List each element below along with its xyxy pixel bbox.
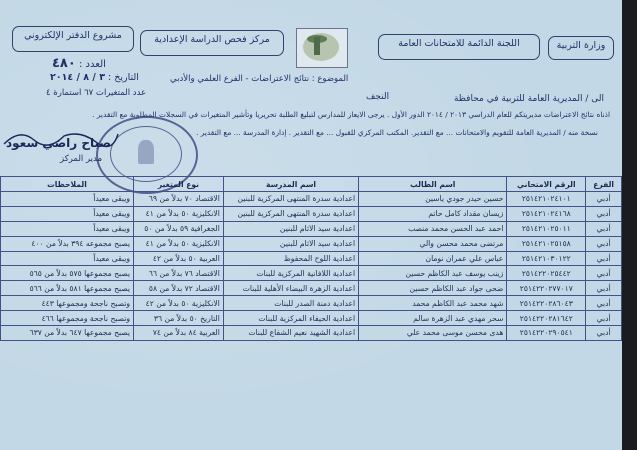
cell-student-name: هدى محسن موسى محمد علي [359,326,507,341]
table-row [1,296,622,311]
cell-exam-number: ٢٥١٤٢١٠٣٠١٢٢ [507,251,586,266]
table-row [1,281,622,296]
cell-school-name: اعدادية الزهرة البيضاء الأهلية للبنات [223,281,358,296]
center-label: مركز فحص الدراسة الإعدادية [154,34,270,45]
cell-notes: وتصبح ناجحة ومجموعها ٤٦٦ [1,311,134,326]
body-paragraph: اذناه نتائج الاعتراضات مديريتكم للعام الدراسي ٢٠١٣ / ٢٠١٤ الدور الأول . يرجى الايعاز للمدارس لتبليغ الطلبة تحريريا وتأشير المتغيرات في السجلات المطلوبة مع التقدير . [92,110,610,119]
cell-school-name: اعدادية سدرة المنتهى المركزية للبنين [223,192,358,207]
header-exam-number: الرقم الامتحاني [507,177,586,192]
cell-exam-number: ٢٥١٤٢٢٠٢٧٧٠١٧ [507,281,586,296]
project-label: مشروع الدفتر الإلكتروني [24,30,122,41]
cell-notes: ويبقى معيداً [1,251,134,266]
logo-palm-trunk [314,37,320,55]
handwritten-signature [0,124,120,150]
cell-student-name: حسين حيدر جودي ياسين [359,192,507,207]
seal-emblem [138,140,154,164]
results-table [0,176,622,341]
table-row [1,206,622,221]
table-row [1,221,622,236]
header-change-type: نوع المتغير [134,177,224,192]
number-value: ٤٨٠ [52,56,76,71]
cell-school-name: اعدادية اللافانية المركزية للبنات [223,266,358,281]
ministry-box [548,36,614,60]
number-line [52,56,106,71]
cell-exam-number: ٢٥١٤٢١٠٢٤١٦٨ [507,206,586,221]
cell-notes: يصبح مجموعها ٦٤٧ بدلاً من ٦٣٧ [1,326,134,341]
cell-notes: يصبح مجموعها ٥٨١ بدلاً من ٥٦٦ [1,281,134,296]
header-branch: الفرع [586,177,622,192]
table-row [1,311,622,326]
project-box [12,26,134,52]
table-row [1,266,622,281]
cell-school-name: اعدادية اللوح المحفوظ [223,251,358,266]
cell-change-type: الاقتصاد ٧٦ بدلاً من ٦٦ [134,266,224,281]
cell-change-type: الاقتصاد ٧٢ بدلاً من ٥٨ [134,281,224,296]
cell-exam-number: ٢٥١٤٢٢٠٢٨٦٠٤٣ [507,296,586,311]
cell-school-name: اعدادية سيد الاثام للبنين [223,236,358,251]
cell-notes: يصبح مجموعه ٣٩٤ بدلاً من ٤٠٠ [1,236,134,251]
cell-branch: أدبي [586,251,622,266]
date-label: التاريخ : [108,72,139,83]
cell-exam-number: ٢٥١٤٢٢٠٢٨١٦٤٢ [507,311,586,326]
copy-paragraph: نسخة منه / المديرية العامة للتقويم والامتحانات ... مع التقدير. المكتب المركزي للقبول ... مع التقدير . إدارة المدرسة ... مع التقدير . [196,128,598,137]
subject-line: الموضوع : نتائج الاعتراضات - الفرع العلمي والأدبي [170,74,349,84]
cell-change-type: الانكليزية ٥٠ بدلاً من ٤١ [134,206,224,221]
cell-exam-number: ٢٥١٤٢٢٠٢٥٤٤٢ [507,266,586,281]
cell-school-name: اعدادية الشهيد نعيم الشفاع للبنات [223,326,358,341]
to-label: الى / المديرية العامة للتربية في محافظة [453,94,604,104]
cell-exam-number: ٢٥١٤٢٢٠٢٩٠٥٤١ [507,326,586,341]
cell-branch: أدبي [586,221,622,236]
date-value: ٣ / ٨ / ٢٠١٤ [50,72,106,83]
cell-student-name: زيسان مقداد كامل حاتم [359,206,507,221]
cell-branch: أدبي [586,296,622,311]
cell-notes: يصبح مجموعها ٥٧٥ بدلاً من ٥٦٥ [1,266,134,281]
cell-branch: أدبي [586,326,622,341]
signatory-name: صباح راضي سعود [6,136,112,150]
cell-school-name: اعدادية سيد الاثام للبنين [223,221,358,236]
cell-student-name: زينب يوسف عبد الكاظم حسين [359,266,507,281]
cell-school-name: اعدادية دمنة الصدر للبنات [223,296,358,311]
signatory-title: مدير المركز [60,154,103,164]
table-row [1,251,622,266]
header-student-name: اسم الطالب [359,177,507,192]
cell-change-type: العربية ٨٤ بدلاً من ٧٤ [134,326,224,341]
table-row [1,192,622,207]
table-header-row [1,177,622,192]
cell-notes: ويبقى معيداً [1,221,134,236]
ministry-label: وزارة التربية [556,40,606,51]
cell-change-type: التاريخ ٥٠ بدلاً من ٣٦ [134,311,224,326]
table-row [1,236,622,251]
cell-notes: ويبقى معيداً [1,206,134,221]
cell-student-name: احمد عبد الحسن محمد منصب [359,221,507,236]
cell-change-type: الجغرافية ٥٩ بدلاً من ٥٠ [134,221,224,236]
cell-student-name: ضحى جواد عبد الكاظم حسين [359,281,507,296]
center-box [140,30,284,56]
photo-dark-edge [622,0,637,450]
cell-branch: أدبي [586,311,622,326]
cell-change-type: الانكليزية ٥٠ بدلاً من ٤١ [134,236,224,251]
table-body [1,192,622,341]
header-notes: الملاحظات [1,177,134,192]
date-line [50,72,139,83]
cell-student-name: مرتضى محمد محسن والي [359,236,507,251]
cell-branch: أدبي [586,281,622,296]
province-name: النجف [366,92,390,102]
cell-change-type: الانكليزية ٥٠ بدلاً من ٤٢ [134,296,224,311]
to-line [454,94,604,104]
number-label: العدد : [79,59,106,70]
table-row [1,326,622,341]
cell-exam-number: ٢٥١٤٢١٠٢٤١٠١ [507,192,586,207]
cell-school-name: اعدادية الحيفاء المركزية للبنات [223,311,358,326]
cell-branch: أدبي [586,236,622,251]
cell-notes: ويبقى معيداً [1,192,134,207]
ministry-logo [296,28,348,68]
cell-student-name: سحر مهدي عبد الزهرة سالم [359,311,507,326]
cell-branch: أدبي [586,266,622,281]
cell-branch: أدبي [586,192,622,207]
cell-change-type: الاقتصاد ٧٠ بدلاً من ٦٩ [134,192,224,207]
cell-student-name: شهد محمد عبد الكاظم محمد [359,296,507,311]
committee-box [378,34,540,60]
cell-exam-number: ٢٥١٤٢١٠٢٥٠١١ [507,221,586,236]
cell-student-name: عباس علي عمران نومان [359,251,507,266]
cell-change-type: العربية ٥٠ بدلاً من ٤٢ [134,251,224,266]
changed-count: عدد المتغيرات ٦٧ استمارة ٤ [46,88,147,98]
header-school-name: اسم المدرسة [223,177,358,192]
cell-school-name: اعدادية سدرة المنتهى المركزية للبنين [223,206,358,221]
cell-exam-number: ٢٥١٤٢١٠٢٥١٥٨ [507,236,586,251]
committee-label: اللجنة الدائمة للامتحانات العامة [398,38,520,49]
cell-notes: وتصبح ناجحة ومجموعها ٤٤٣ [1,296,134,311]
cell-branch: أدبي [586,206,622,221]
